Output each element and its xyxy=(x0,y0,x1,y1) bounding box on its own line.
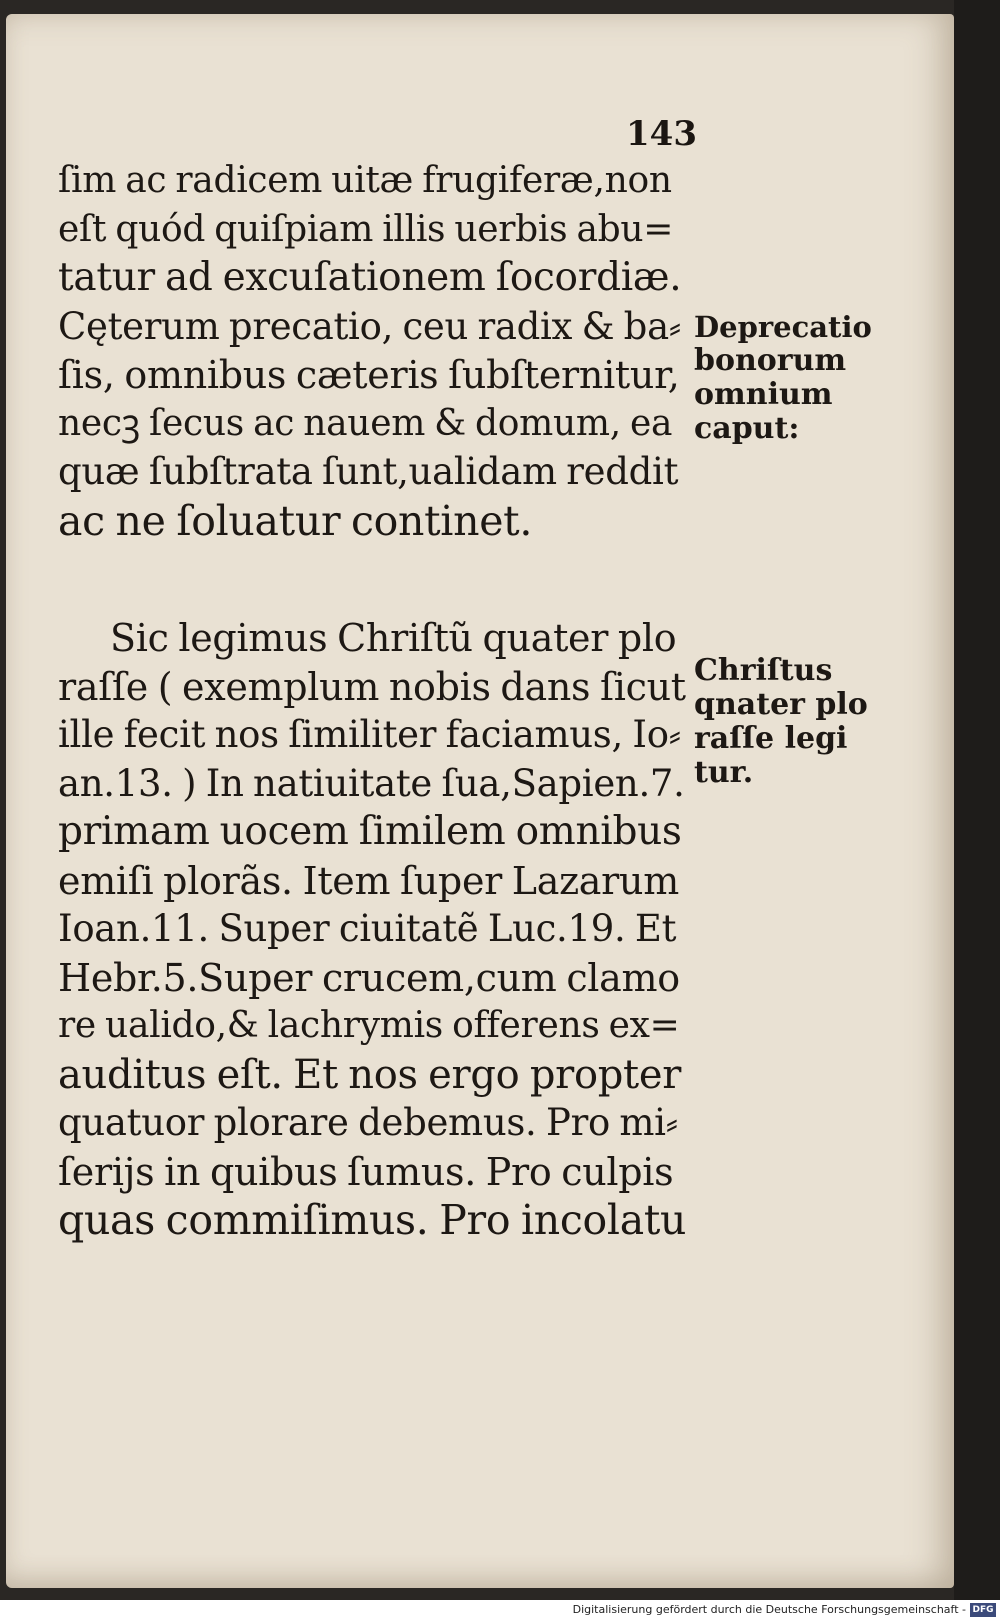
marginal-line: tur. xyxy=(694,755,754,790)
text-line: Ioan.11. Super ciuitatẽ Luc.19. Et xyxy=(58,907,677,950)
marginal-line: bonorum xyxy=(694,343,847,378)
text-line: ſis, omnibus cæteris ſubſternitur, xyxy=(58,353,680,397)
text-line: quæ ſubſtrata ſunt,ualidam reddit xyxy=(58,450,679,493)
text-line: quas commiſimus. Pro incolatu xyxy=(58,1196,687,1244)
text-line: emiſi plorãs. Item ſuper Lazarum xyxy=(58,858,679,903)
text-line: re ualido,& lachrymis offerens ex= xyxy=(58,1005,680,1046)
digitization-footer xyxy=(0,1600,1000,1620)
text-line: eſt quód quiſpiam illis uerbis abu= xyxy=(58,208,674,250)
text-line: Hebr.5.Super crucem,cum clamo xyxy=(58,955,680,1000)
text-line: tatur ad excuſationem ſocordiæ. xyxy=(58,255,682,300)
text-line: Sic legimus Chriſtũ quater plo xyxy=(110,616,677,660)
text-line: quatuor plorare debemus. Pro mi⸗ xyxy=(58,1101,678,1144)
text-line: necꝫ ſecus ac nauem & domum, ea xyxy=(58,402,673,444)
text-line: Cęterum precatio, ceu radix & ba⸗ xyxy=(58,304,681,348)
footer-credit: Digitalisierung gefördert durch die Deutsche Forschungsgemeinschaft - xyxy=(572,1603,966,1616)
marginal-note-2 xyxy=(694,654,874,790)
marginal-line: raſſe legi xyxy=(694,721,848,756)
text-line: auditus eſt. Et nos ergo propter xyxy=(58,1051,682,1098)
text-line: primam uocem ſimilem omnibus xyxy=(58,809,682,854)
text-line: ſerijs in quibus ſumus. Pro culpis xyxy=(58,1149,674,1194)
marginal-line: Chriſtus xyxy=(694,653,833,688)
marginal-line: omnium xyxy=(694,377,833,412)
page-number: 143 xyxy=(626,114,697,154)
marginal-line: Deprecatio xyxy=(694,310,872,344)
book-page xyxy=(6,14,954,1588)
text-line: ſim ac radicem uitæ frugiferæ,non xyxy=(58,160,672,201)
marginal-note-1 xyxy=(694,310,874,446)
text-line: raſſe ( exemplum nobis dans ſicut xyxy=(58,664,686,709)
text-line: ac ne ſoluatur continet. xyxy=(58,496,533,545)
paragraph-2 xyxy=(58,614,688,1245)
marginal-line: caput: xyxy=(694,411,800,446)
book-spine-shadow xyxy=(954,0,1000,1600)
dfg-logo: DFG xyxy=(970,1603,996,1617)
paragraph-1 xyxy=(58,157,688,545)
text-line: ille fecit nos ſimiliter faciamus, Io⸗ xyxy=(58,713,681,756)
text-line: an.13. ) In natiuitate ſua,Sapien.7. xyxy=(58,761,685,805)
marginal-line: qnater plo xyxy=(694,687,868,722)
